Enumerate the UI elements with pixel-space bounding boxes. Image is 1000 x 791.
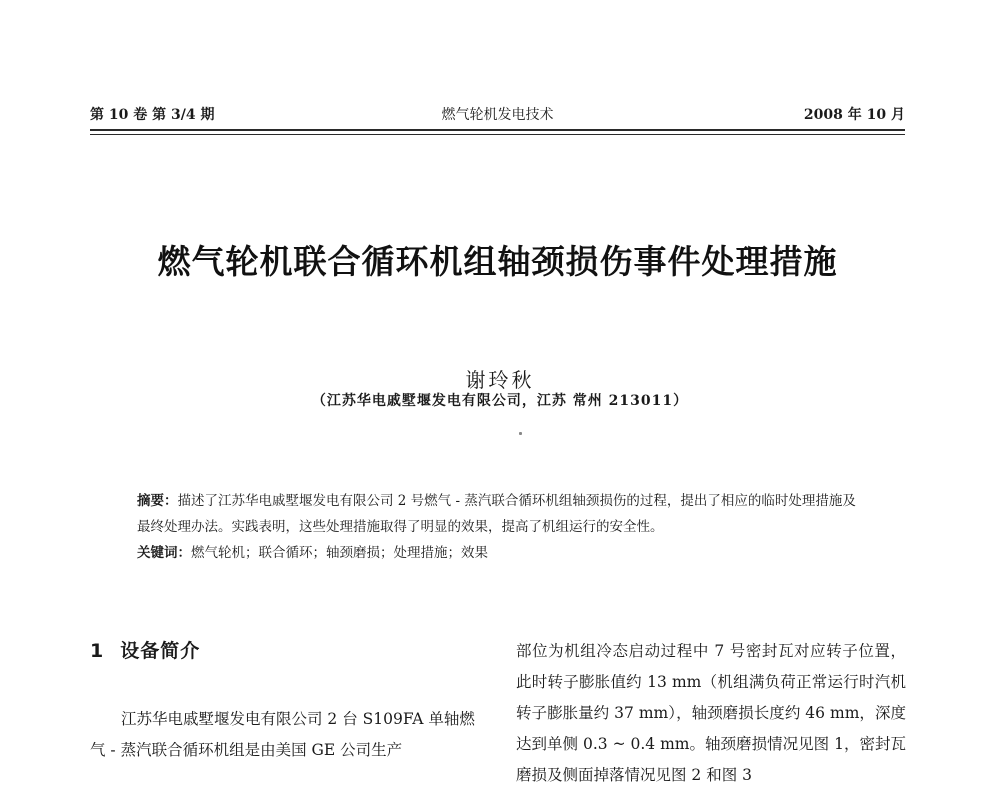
keywords-label: 关键词： — [137, 545, 191, 561]
author-name: 谢玲秋 — [465, 368, 535, 392]
right-column — [516, 636, 906, 791]
volume-issue: 第 10 卷 第 3/4 期 — [90, 107, 215, 123]
keywords-text: 燃气轮机；联合循环；轴颈磨损；处理措施；效果 — [191, 545, 488, 561]
abstract-label: 摘要： — [137, 493, 178, 509]
author-affiliation: （江苏华电戚墅堰发电有限公司，江苏 常州 213011） — [311, 393, 689, 409]
keywords-paragraph — [137, 540, 867, 566]
journal-name: 燃气轮机发电技术 — [441, 107, 554, 123]
article-title: 燃气轮机联合循环机组轴颈损伤事件处理措施 — [157, 242, 838, 281]
scan-speck — [519, 432, 522, 435]
header-rule-thick — [90, 129, 905, 131]
running-header — [90, 104, 905, 126]
section-title: 设备简介 — [120, 640, 201, 662]
section-heading — [90, 636, 200, 663]
body-paragraph-continued: 部位为机组冷态启动过程中 7 号密封瓦对应转子位置，此时转子膨胀值约 13 mm（机组满负荷正常运行时汽机转子膨胀量约 37 mm），轴颈磨损长度约 46 mm，深度达到单侧 0.3 ~ 0.4 mm。轴颈磨损情况见图 1，密封瓦磨损及侧面掉落情况见图 2 和图 3 — [516, 642, 906, 784]
left-column — [90, 704, 480, 766]
publication-date: 2008 年 10 月 — [803, 107, 905, 123]
header-rule-thin — [90, 134, 905, 135]
section-number: 1 — [90, 640, 105, 662]
abstract-text: 描述了江苏华电戚墅堰发电有限公司 2 号燃气 - 蒸汽联合循环机组轴颈损伤的过程，提出了相应的临时处理措施及最终处理办法。实践表明，这些处理措施取得了明显的效果，提高了机组运行的安全性。 — [137, 493, 856, 535]
abstract-paragraph — [137, 488, 867, 540]
body-paragraph: 江苏华电戚墅堰发电有限公司 2 台 S109FA 单轴燃气 - 蒸汽联合循环机组是由美国 GE 公司生产 — [90, 710, 475, 759]
abstract-block — [137, 488, 867, 566]
